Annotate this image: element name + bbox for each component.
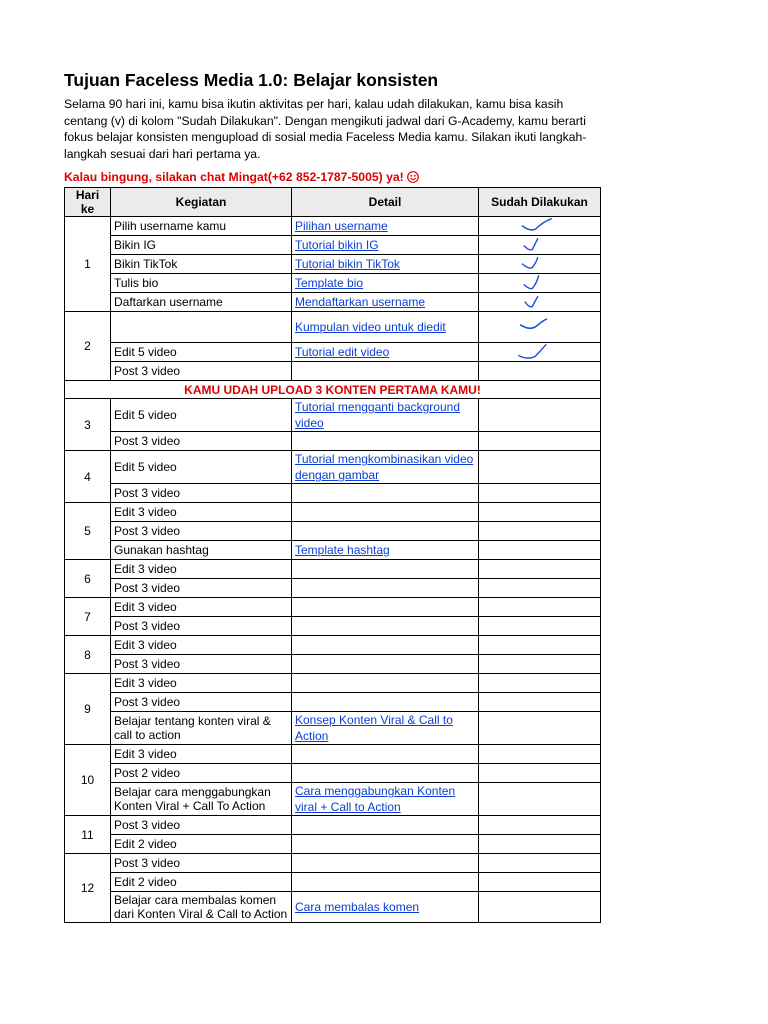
activity-cell: Post 3 video xyxy=(111,484,292,503)
day-number-cell: 4 xyxy=(65,451,111,503)
detail-cell xyxy=(292,579,479,598)
activity-cell: Edit 3 video xyxy=(111,674,292,693)
activity-cell: Pilih username kamu xyxy=(111,217,292,236)
detail-link[interactable] xyxy=(292,451,479,484)
activity-cell: Post 2 video xyxy=(111,764,292,783)
table-header-row xyxy=(65,188,601,217)
day-number-cell: 11 xyxy=(65,816,111,854)
done-checkbox-cell[interactable] xyxy=(479,579,601,598)
header-sudah-dilakukan: Sudah Dilakukan xyxy=(479,188,601,217)
check-mark xyxy=(519,345,546,358)
done-checkbox-cell[interactable] xyxy=(479,451,601,484)
detail-cell xyxy=(292,816,479,835)
done-checkbox-cell[interactable] xyxy=(479,362,601,381)
activity-cell: Post 3 video xyxy=(111,579,292,598)
table-row xyxy=(65,484,601,503)
check-mark xyxy=(521,319,547,328)
done-checkbox-cell[interactable] xyxy=(479,674,601,693)
table-row xyxy=(65,343,601,362)
detail-link[interactable] xyxy=(292,312,479,343)
help-note xyxy=(64,169,604,185)
activity-cell: Edit 5 video xyxy=(111,399,292,432)
detail-link-text[interactable]: Konsep Konten Viral & Call to Action xyxy=(295,713,453,743)
table-row xyxy=(65,312,601,343)
table-row xyxy=(65,693,601,712)
done-checkbox-cell[interactable] xyxy=(479,873,601,892)
table-row xyxy=(65,764,601,783)
detail-link[interactable] xyxy=(292,293,479,312)
done-checkbox-cell[interactable] xyxy=(479,617,601,636)
handwritten-check-icon xyxy=(479,343,600,361)
done-checkbox-cell[interactable] xyxy=(479,783,601,816)
handwritten-check-icon xyxy=(479,293,600,311)
activity-cell: Edit 3 video xyxy=(111,560,292,579)
detail-cell xyxy=(292,655,479,674)
handwritten-check-icon xyxy=(479,274,600,292)
document-page xyxy=(64,68,604,923)
done-checkbox-cell[interactable] xyxy=(479,312,601,343)
detail-link-text[interactable]: Mendaftarkan username xyxy=(295,295,426,309)
activity-cell: Belajar cara membalas komen dari Konten Viral & Call to Action xyxy=(111,892,292,923)
activity-cell: Post 3 video xyxy=(111,655,292,674)
done-checkbox-cell[interactable] xyxy=(479,655,601,674)
activity-cell: Edit 2 video xyxy=(111,835,292,854)
activity-cell: Edit 2 video xyxy=(111,873,292,892)
activity-cell: Edit 3 video xyxy=(111,598,292,617)
detail-link[interactable] xyxy=(292,217,479,236)
detail-link-text[interactable]: Template bio xyxy=(295,276,364,290)
table-row xyxy=(65,745,601,764)
table-row xyxy=(65,835,601,854)
handwritten-check-icon xyxy=(479,312,600,342)
day-number-cell: 2 xyxy=(65,312,111,381)
detail-link-text[interactable]: Cara menggabungkan Konten viral + Call to Action xyxy=(295,784,456,814)
done-checkbox-cell[interactable] xyxy=(479,236,601,255)
table-row xyxy=(65,362,601,381)
table-row xyxy=(65,432,601,451)
done-checkbox-cell[interactable] xyxy=(479,598,601,617)
activity-cell: Belajar tentang konten viral & call to action xyxy=(111,712,292,745)
detail-cell xyxy=(292,432,479,451)
detail-cell xyxy=(292,522,479,541)
detail-link[interactable] xyxy=(292,712,479,745)
done-checkbox-cell[interactable] xyxy=(479,854,601,873)
day-number-cell: 3 xyxy=(65,399,111,451)
done-checkbox-cell[interactable] xyxy=(479,693,601,712)
detail-link[interactable] xyxy=(292,255,479,274)
header-kegiatan: Kegiatan xyxy=(111,188,292,217)
header-hari-ke: Hari ke xyxy=(65,188,111,217)
activity-cell: Post 3 video xyxy=(111,362,292,381)
table-row xyxy=(65,274,601,293)
detail-link-text[interactable]: Tutorial bikin IG xyxy=(295,238,379,252)
activity-cell: Edit 3 video xyxy=(111,503,292,522)
handwritten-check-icon xyxy=(479,255,600,273)
table-row xyxy=(65,399,601,432)
done-checkbox-cell[interactable] xyxy=(479,712,601,745)
activity-cell: Post 3 video xyxy=(111,693,292,712)
detail-cell xyxy=(292,674,479,693)
done-checkbox-cell[interactable] xyxy=(479,745,601,764)
detail-cell xyxy=(292,873,479,892)
day-number-cell: 9 xyxy=(65,674,111,745)
activity-cell xyxy=(111,312,292,343)
detail-link-text[interactable]: Kumpulan video untuk diedit xyxy=(295,320,446,334)
done-checkbox-cell[interactable] xyxy=(479,892,601,923)
done-checkbox-cell[interactable] xyxy=(479,255,601,274)
activity-cell: Post 3 video xyxy=(111,816,292,835)
detail-link[interactable] xyxy=(292,399,479,432)
done-checkbox-cell[interactable] xyxy=(479,399,601,432)
check-mark xyxy=(524,276,538,289)
detail-cell xyxy=(292,835,479,854)
done-checkbox-cell[interactable] xyxy=(479,274,601,293)
detail-link-text[interactable]: Tutorial bikin TikTok xyxy=(295,257,400,271)
detail-link[interactable] xyxy=(292,343,479,362)
detail-link[interactable] xyxy=(292,274,479,293)
activity-cell: Tulis bio xyxy=(111,274,292,293)
table-row xyxy=(65,783,601,816)
activity-cell: Gunakan hashtag xyxy=(111,541,292,560)
detail-cell xyxy=(292,693,479,712)
table-row xyxy=(65,598,601,617)
detail-link-text[interactable]: Cara membalas komen xyxy=(295,900,420,914)
detail-link[interactable] xyxy=(292,892,479,923)
done-checkbox-cell[interactable] xyxy=(479,764,601,783)
table-row xyxy=(65,451,601,484)
detail-link[interactable] xyxy=(292,236,479,255)
activity-cell: Edit 5 video xyxy=(111,343,292,362)
activity-cell: Post 3 video xyxy=(111,854,292,873)
day-number-cell: 8 xyxy=(65,636,111,674)
header-detail: Detail xyxy=(292,188,479,217)
table-row xyxy=(65,236,601,255)
day-number-cell: 1 xyxy=(65,217,111,312)
table-row xyxy=(65,816,601,835)
detail-link-text[interactable]: Template hashtag xyxy=(295,543,390,557)
table-row xyxy=(65,655,601,674)
table-row xyxy=(65,579,601,598)
detail-cell xyxy=(292,598,479,617)
help-text: Kalau bingung, silakan chat Mingat(+62 852-1787-5005) ya! xyxy=(64,170,404,184)
table-row xyxy=(65,503,601,522)
check-mark xyxy=(522,219,551,230)
activity-cell: Bikin TikTok xyxy=(111,255,292,274)
detail-link-text[interactable]: Tutorial mengkombinasikan video dengan gambar xyxy=(295,452,474,482)
day-number-cell: 5 xyxy=(65,503,111,560)
done-checkbox-cell[interactable] xyxy=(479,816,601,835)
detail-link-text[interactable]: Tutorial mengganti background video xyxy=(295,400,460,430)
detail-link[interactable] xyxy=(292,541,479,560)
done-checkbox-cell[interactable] xyxy=(479,343,601,362)
detail-cell xyxy=(292,636,479,655)
table-row xyxy=(65,617,601,636)
table-row xyxy=(65,636,601,655)
milestone-banner-row xyxy=(65,381,601,399)
activity-cell: Post 3 video xyxy=(111,432,292,451)
activity-cell: Bikin IG xyxy=(111,236,292,255)
detail-cell xyxy=(292,362,479,381)
table-row xyxy=(65,854,601,873)
done-checkbox-cell[interactable] xyxy=(479,217,601,236)
detail-cell xyxy=(292,745,479,764)
page-title: Tujuan Faceless Media 1.0: Belajar konsisten xyxy=(64,70,439,90)
done-checkbox-cell[interactable] xyxy=(479,503,601,522)
detail-link-text[interactable]: Pilihan username xyxy=(295,219,388,233)
smiling-face-emoji-icon xyxy=(407,171,419,183)
table-row xyxy=(65,892,601,923)
table-row xyxy=(65,541,601,560)
detail-cell xyxy=(292,503,479,522)
done-checkbox-cell[interactable] xyxy=(479,293,601,312)
table-row xyxy=(65,873,601,892)
table-row xyxy=(65,560,601,579)
done-checkbox-cell[interactable] xyxy=(479,522,601,541)
done-checkbox-cell[interactable] xyxy=(479,636,601,655)
schedule-body xyxy=(65,217,601,923)
handwritten-check-icon xyxy=(479,217,600,235)
detail-cell xyxy=(292,484,479,503)
check-mark xyxy=(525,297,538,307)
activity-cell: Post 3 video xyxy=(111,522,292,541)
check-mark xyxy=(522,258,537,268)
activity-cell: Belajar cara menggabungkan Konten Viral + Call To Action xyxy=(111,783,292,816)
detail-cell xyxy=(292,617,479,636)
check-mark xyxy=(524,239,538,250)
day-number-cell: 7 xyxy=(65,598,111,636)
table-row xyxy=(65,255,601,274)
day-number-cell: 10 xyxy=(65,745,111,816)
table-row xyxy=(65,522,601,541)
detail-link[interactable] xyxy=(292,783,479,816)
activity-cell: Daftarkan username xyxy=(111,293,292,312)
activity-cell: Edit 3 video xyxy=(111,636,292,655)
table-row xyxy=(65,674,601,693)
schedule-table xyxy=(64,187,601,923)
handwritten-check-icon xyxy=(479,236,600,254)
done-checkbox-cell[interactable] xyxy=(479,484,601,503)
detail-link-text[interactable]: Tutorial edit video xyxy=(295,345,390,359)
activity-cell: Edit 5 video xyxy=(111,451,292,484)
done-checkbox-cell[interactable] xyxy=(479,432,601,451)
table-row xyxy=(65,293,601,312)
table-row xyxy=(65,712,601,745)
day-number-cell: 6 xyxy=(65,560,111,598)
done-checkbox-cell[interactable] xyxy=(479,541,601,560)
detail-cell xyxy=(292,764,479,783)
intro-paragraph: Selama 90 hari ini, kamu bisa ikutin aktivitas per hari, kalau udah dilakukan, kamu bisa kasih centang (v) di kolom "Sudah Dilakukan". Dengan mengikuti jadwal dari G-Academy, kamu berarti fokus belajar konsisten mengupload di sosial media Faceless Media kamu. Silakan ikuti langkah-langkah sesuai dari hari pertama ya. xyxy=(64,97,587,161)
day-number-cell: 12 xyxy=(65,854,111,923)
milestone-banner: KAMU UDAH UPLOAD 3 KONTEN PERTAMA KAMU! xyxy=(65,381,601,399)
activity-cell: Post 3 video xyxy=(111,617,292,636)
activity-cell: Edit 3 video xyxy=(111,745,292,764)
table-row xyxy=(65,217,601,236)
done-checkbox-cell[interactable] xyxy=(479,835,601,854)
done-checkbox-cell[interactable] xyxy=(479,560,601,579)
detail-cell xyxy=(292,560,479,579)
detail-cell xyxy=(292,854,479,873)
